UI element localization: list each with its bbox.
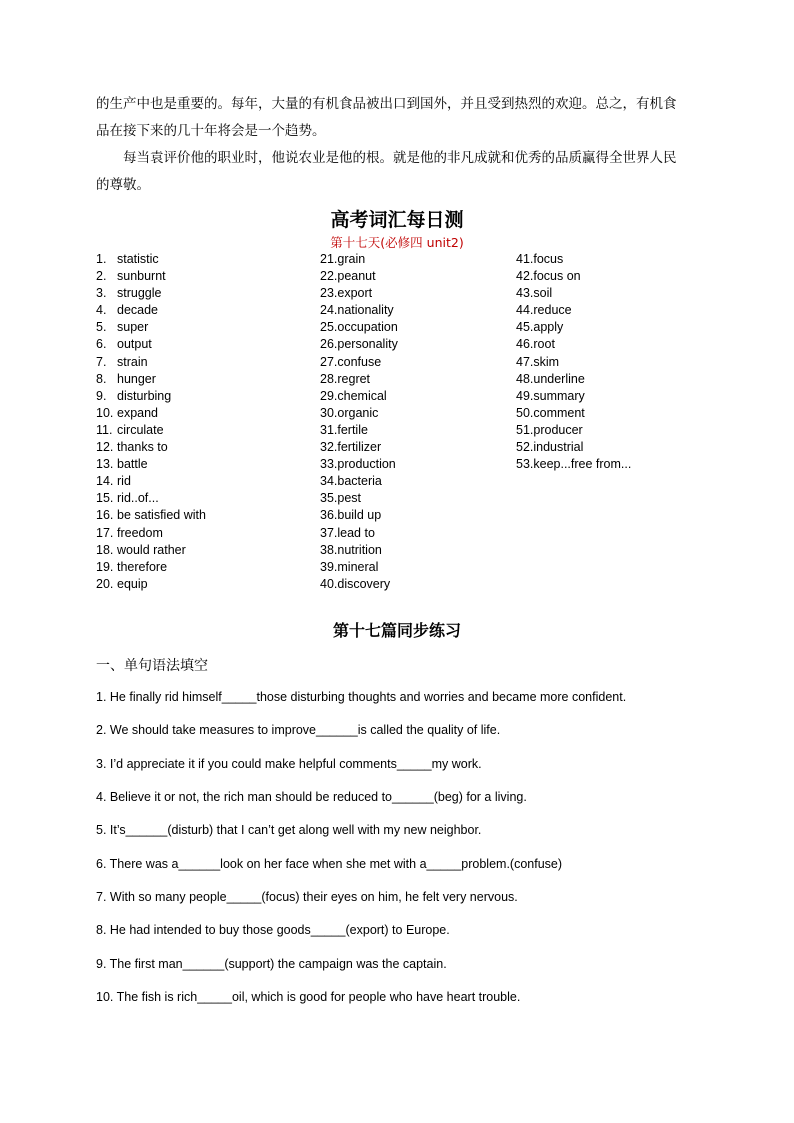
vocab-item: 13. battle: [96, 457, 148, 472]
vocab-item: 6. output: [96, 337, 152, 352]
vocab-item: 1. statistic: [96, 252, 159, 266]
vocab-item: 48.underline: [516, 371, 585, 386]
vocab-item: 7. strain: [96, 354, 148, 369]
exercise-item: 5. It’s______(disturb) that I can’t get along well with my new neighbor.: [96, 823, 482, 837]
vocab-item: 26.personality: [320, 337, 398, 352]
vocab-item: 12. thanks to: [96, 440, 168, 455]
vocab-item: 42.focus on: [516, 269, 581, 284]
vocab-item: 31.fertile: [320, 422, 368, 437]
exercise-item: 9. The first man______(support) the campaign was the captain.: [96, 957, 447, 971]
vocab-column-1: [96, 251, 206, 593]
vocab-subtitle: 第十七天(必修四 unit2): [330, 235, 464, 250]
part-one-heading: 一、单句语法填空: [96, 658, 208, 674]
vocab-item: 49.summary: [516, 388, 585, 403]
exercise-item: 4. Believe it or not, the rich man should be reduced to______(beg) for a living.: [96, 790, 527, 804]
vocab-item: 39.mineral: [320, 559, 379, 574]
vocab-item: 41.focus: [516, 252, 564, 266]
vocab-item: 10. expand: [96, 405, 159, 420]
vocab-item: 19. therefore: [96, 559, 168, 574]
vocab-item: 20. equip: [96, 576, 148, 591]
vocab-item: 21.grain: [320, 252, 366, 266]
vocab-item: 23.export: [320, 286, 373, 301]
vocab-item: 9. disturbing: [96, 388, 172, 403]
vocab-item: 30.organic: [320, 405, 379, 420]
vocab-item: 34.bacteria: [320, 474, 382, 489]
vocab-item: 22.peanut: [320, 269, 376, 284]
vocab-item: 25.occupation: [320, 320, 398, 335]
exercise-item: 1. He finally rid himself_____those disturbing thoughts and worries and became more confident.: [96, 690, 627, 704]
vocab-item: 8. hunger: [96, 371, 156, 386]
vocab-item: 5. super: [96, 320, 149, 335]
vocab-item: 32.fertilizer: [320, 440, 382, 455]
vocab-item: 27.confuse: [320, 354, 382, 369]
intro-paragraph: [96, 91, 706, 199]
intro-line: 的尊敬。: [96, 177, 150, 193]
vocab-item: 15. rid..of...: [96, 491, 159, 506]
vocab-item: 50.comment: [516, 405, 585, 420]
exercise-item: 2. We should take measures to improve______is called the quality of life.: [96, 723, 501, 737]
exercise-item: 6. There was a______look on her face when she met with a_____problem.(confuse): [96, 857, 563, 871]
exercise-item: 8. He had intended to buy those goods_____(export) to Europe.: [96, 923, 450, 937]
intro-line: 的生产中也是重要的。每年，大量的有机食品被出口到国外，并且受到热烈的欢迎。总之，有机食: [96, 96, 677, 112]
vocab-item: 51.producer: [516, 422, 583, 437]
intro-line: 品在接下来的几十年将会是一个趋势。: [96, 123, 326, 139]
vocab-item: 14. rid: [96, 474, 131, 489]
vocab-item: 37.lead to: [320, 525, 375, 540]
vocab-item: 46.root: [516, 337, 555, 352]
vocab-item: 28.regret: [320, 371, 371, 386]
vocab-item: 53.keep...free from...: [516, 457, 632, 472]
vocab-item: 52.industrial: [516, 440, 584, 455]
practice-title: 第十七篇同步练习: [332, 621, 461, 640]
exercise-item: 10. The fish is rich_____oil, which is good for people who have heart trouble.: [96, 990, 521, 1004]
vocab-item: 11. circulate: [96, 422, 164, 437]
vocab-item: 17. freedom: [96, 525, 163, 540]
vocab-item: 43.soil: [516, 286, 553, 301]
vocab-item: 44.reduce: [516, 303, 572, 318]
vocab-item: 29.chemical: [320, 388, 387, 403]
vocab-item: 40.discovery: [320, 576, 391, 591]
vocab-item: 18. would rather: [96, 542, 186, 557]
vocab-item: 36.build up: [320, 508, 382, 523]
vocab-item: 3. struggle: [96, 286, 162, 301]
exercise-item: 7. With so many people_____(focus) their eyes on him, he felt very nervous.: [96, 890, 518, 904]
vocab-item: 45.apply: [516, 320, 564, 335]
exercise-item: 3. I’d appreciate it if you could make helpful comments_____my work.: [96, 757, 482, 771]
vocab-item: 24.nationality: [320, 303, 394, 318]
vocab-item: 33.production: [320, 457, 396, 472]
vocab-item: 2. sunburnt: [96, 269, 166, 284]
vocab-item: 47.skim: [516, 354, 560, 369]
vocab-item: 4. decade: [96, 303, 159, 318]
vocab-column-3: [516, 251, 631, 473]
vocab-column-2: [320, 251, 398, 593]
vocab-item: 35.pest: [320, 491, 362, 506]
vocab-item: 38.nutrition: [320, 542, 382, 557]
vocab-item: 16. be satisfied with: [96, 508, 206, 523]
vocab-title: 高考词汇每日测: [330, 209, 464, 231]
intro-line: 每当袁评价他的职业时，他说农业是他的根。就是他的非凡成就和优秀的品质赢得全世界人民: [123, 150, 677, 166]
